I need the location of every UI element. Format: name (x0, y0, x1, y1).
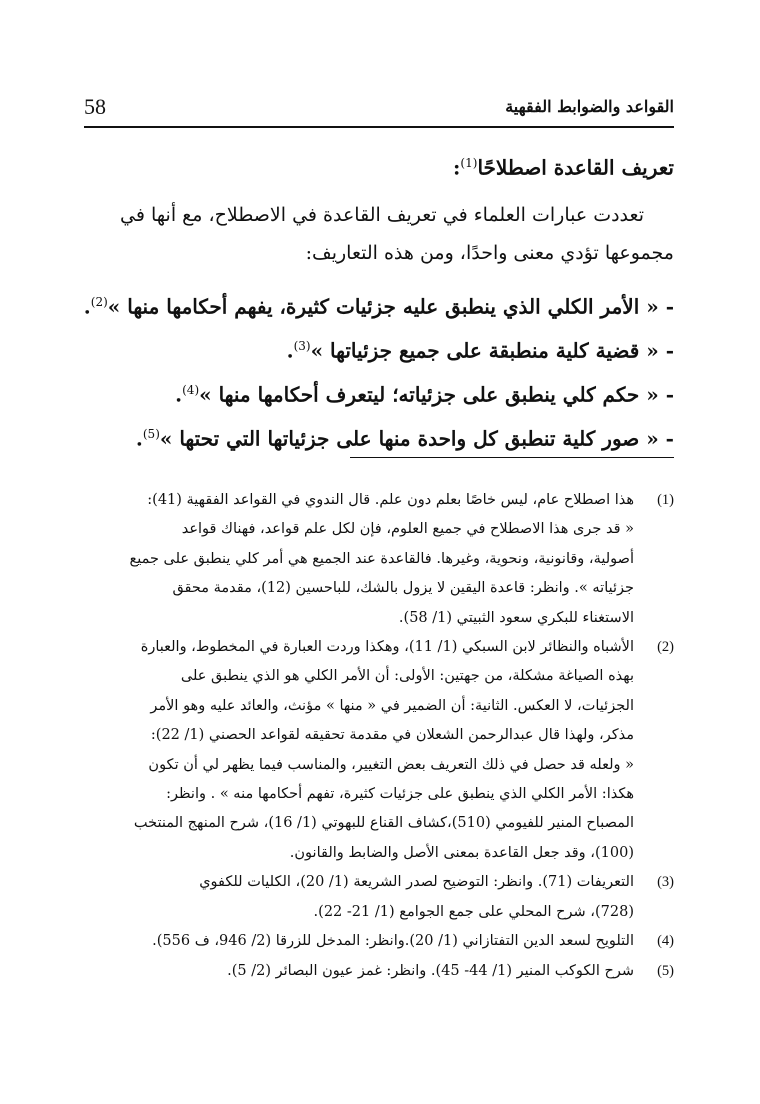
footnote (80, 957, 674, 986)
footnote-ref[interactable]: (1) (460, 156, 478, 170)
definition-text: - « الأمر الكلي الذي ينطبق عليه جزئيات كثيرة، يفهم أحكامها منها » (107, 294, 674, 319)
heading-colon: : (453, 155, 461, 180)
definition-item: - « حكم كلي ينطبق على جزئياته؛ ليتعرف أحكامها منها »$^{(4)}$. (175, 382, 674, 407)
footnote-line: بهذه الصياغة مشكلة، من جهتين: الأولى: أن الأمر الكلي هو الذي ينطبق على (180, 668, 634, 685)
footnote-number: (1) (657, 492, 674, 508)
footnote-number: (4) (657, 933, 674, 950)
footnote-line: التلويح لسعد الدين التفتازاني (1/ 20).وانظر: المدخل للزرقا (2/ 946، ف 556). (152, 933, 634, 950)
footnote-ref[interactable]: (3) (293, 339, 311, 353)
footnote-line: جزئياته ». وانظر: قاعدة اليقين لا يزول بالشك، للباحسين (12)، مقدمة محقق (172, 580, 634, 597)
footnote-line: شرح الكوكب المنير (1/ 44- 45). وانظر: غمز عيون البصائر (2/ 5). (227, 962, 634, 979)
intro-line: تعددت عبارات العلماء في تعريف القاعدة في الاصطلاح، مع أنها في (120, 204, 644, 226)
footnote-separator (350, 457, 674, 458)
footnote-number: (2) (657, 639, 674, 656)
footnote-line: أصولية، وقانونية، ونحوية، وغيرها. فالقاعدة عند الجميع هي أمر كلي ينطبق على جميع (129, 550, 634, 567)
footnote-line: الجزئيات، لا العكس. الثانية: أن الضمير في « منها » مؤنث، والعائد عليه وهو الأمر (150, 697, 634, 714)
footnote (80, 868, 674, 927)
page-number: 58 (84, 94, 106, 119)
page-header (84, 92, 674, 128)
footnote (80, 486, 674, 633)
footnote-ref[interactable]: (2) (90, 295, 108, 309)
intro-paragraph (84, 196, 674, 272)
footnote-line: الأشباه والنظائر لابن السبكي (1/ 11)، وهكذا وردت العبارة في المخطوط، والعبارة (140, 639, 634, 656)
footnote-line: « ولعله قد حصل في ذلك التعريف بعض التغيير، والمناسب فيما يظهر لي أن تكون (148, 756, 634, 773)
intro-line: مجموعها تؤدي معنى واحدًا، ومن هذه التعاريف: (305, 242, 674, 264)
heading-text: تعريف القاعدة اصطلاحًا (477, 155, 674, 180)
footnote-line: هكذا: الأمر الكلي الذي ينطبق على جزئيات كثيرة، تفهم أحكامها منه » . وانظر: (166, 786, 634, 803)
footnote (80, 927, 674, 956)
footnote-line: (728)، شرح المحلي على جمع الجوامع (1/ 21- 22). (313, 903, 634, 920)
section-heading (453, 146, 674, 185)
definition-text: - « حكم كلي ينطبق على جزئياته؛ ليتعرف أحكامها منها » (199, 382, 674, 407)
footnote-ref[interactable]: (5) (142, 427, 160, 441)
footnote (80, 633, 674, 868)
definition-text: - « قضية كلية منطبقة على جميع جزئياتها » (310, 338, 674, 363)
definition-item: - « صور كلية تنطبق كل واحدة منها على جزئياتها التي تحتها »$^{(5)}$. (135, 426, 674, 451)
footnote-number: (5) (657, 962, 674, 979)
footnote-ref[interactable]: (4) (182, 383, 200, 397)
running-title: القواعد والضوابط الفقهية (505, 97, 674, 116)
definitions-list (84, 280, 674, 456)
footnote-line: التعريفات (71). وانظر: التوضيح لصدر الشريعة (1/ 20)، الكليات للكفوي (199, 874, 634, 891)
definition-text: - « صور كلية تنطبق كل واحدة منها على جزئياتها التي تحتها » (159, 426, 674, 451)
footnote-line: « قد جرى هذا الاصطلاح في جميع العلوم، فإن لكل علم قواعد، فهناك قواعد (181, 521, 634, 538)
footnote-line: المصباح المنير للفيومي (510)،كشاف القناع للبهوتي (1/ 16)، شرح المنهج المنتخب (133, 815, 634, 832)
footnote-line: (100)، وقد جعل القاعدة بمعنى الأصل والضابط والقانون. (289, 844, 634, 861)
footnote-number: (3) (657, 874, 674, 891)
footnote-line: مذكر، ولهذا قال عبدالرحمن الشعلان في مقدمة تحقيقه لقواعد الحصني (1/ 22): (150, 727, 634, 744)
footnote-line: الاستغناء للبكري سعود الثبيتي (1/ 58). (398, 609, 634, 626)
footnotes (80, 486, 674, 986)
definition-item: - « الأمر الكلي الذي ينطبق عليه جزئيات كثيرة، يفهم أحكامها منها »$^{(2)}$. (83, 294, 674, 319)
definition-item: - « قضية كلية منطبقة على جميع جزئياتها »$^{(3)}$. (286, 338, 674, 363)
footnote-line: هذا اصطلاح عام، ليس خاصًا بعلم دون علم. قال الندوي في القواعد الفقهية (41): (147, 492, 634, 508)
